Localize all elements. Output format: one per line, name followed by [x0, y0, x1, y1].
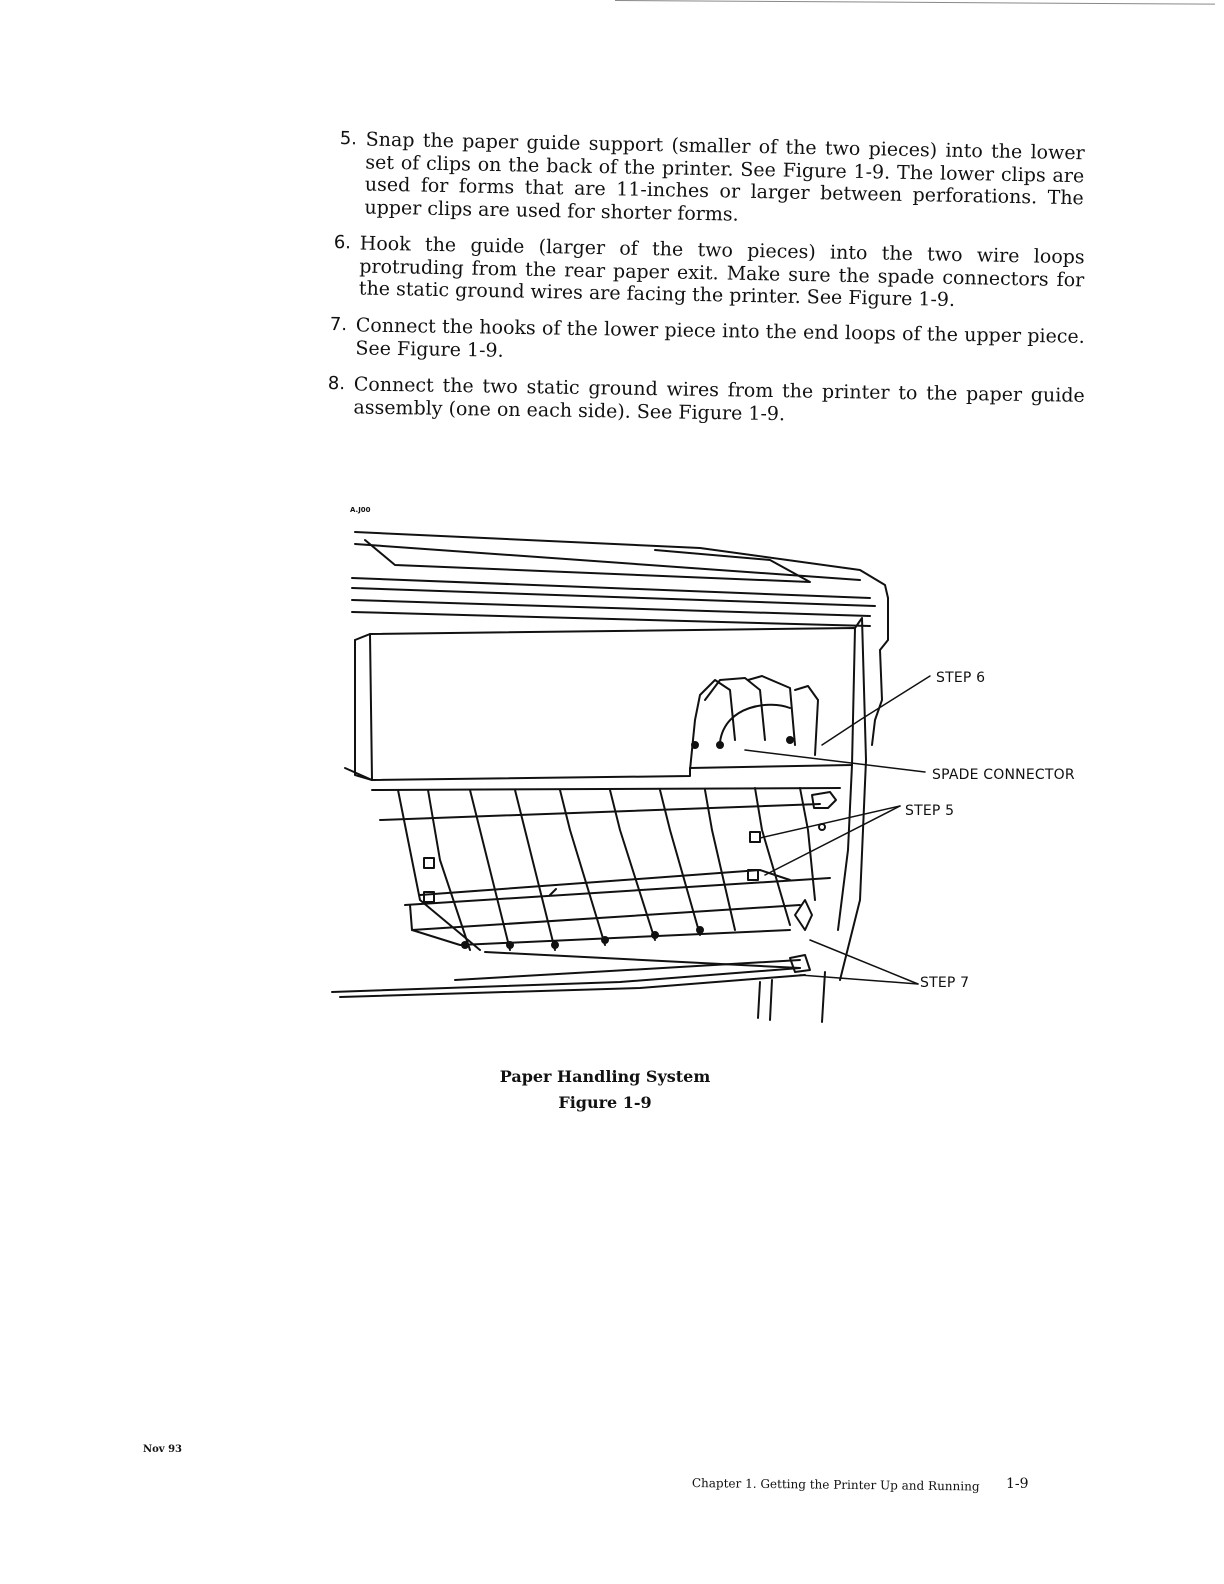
spade-connector — [812, 792, 836, 808]
callout-step-7: STEP 7 — [920, 975, 970, 991]
step5-leader-b — [765, 806, 900, 875]
step-5 — [338, 128, 1085, 232]
footer-chapter-title: Chapter 1. Getting the Printer Up and Running — [691, 1476, 980, 1494]
spade-leader — [745, 750, 925, 772]
step-number: 5. — [339, 128, 358, 150]
figure-id-label: A.J00 — [350, 506, 371, 514]
top-rule — [615, 0, 1215, 5]
footer-page-number: 1-9 — [1006, 1476, 1029, 1492]
footer-date: Nov 93 — [143, 1444, 183, 1455]
callout-step-5: STEP 5 — [905, 803, 955, 819]
step-7 — [329, 314, 1085, 371]
step-8 — [327, 373, 1085, 430]
step-number: 6. — [333, 232, 352, 254]
figure-caption — [475, 1064, 735, 1116]
step-text: Snap the paper guide support (smaller of the two pieces) into the lower set of clips on the back of the printer. See Figure 1-9. The lower clips are used for forms that are 11-inches or larger between perforations. The upper clips are used for shorter forms. — [364, 128, 1085, 226]
clip-right-upper — [750, 832, 760, 842]
paper-guide-rack — [372, 788, 840, 790]
step-text: Hook the guide (larger of the two pieces) into the two wire loops protruding from the rear paper exit. Make sure the spade connectors for the static ground wires are facing the printer. See Figure 1-9. — [358, 232, 1085, 311]
step-number: 7. — [329, 313, 348, 335]
caption-title: Paper Handling System — [499, 1067, 711, 1086]
step-number: 8. — [327, 372, 346, 394]
callout-step-6: STEP 6 — [936, 670, 986, 686]
rear-paper-exit-panel — [370, 628, 855, 780]
clip-left-upper — [424, 858, 434, 868]
wire-loops — [690, 680, 735, 770]
step5-leader-a — [760, 806, 900, 838]
instruction-steps — [327, 128, 1085, 432]
step-text: Connect the two static ground wires from the printer to the paper guide assembly (one on each side). See Figure 1-9. — [353, 372, 1085, 425]
step-6 — [333, 232, 1085, 314]
callout-spade-connector: SPADE CONNECTOR — [932, 767, 1075, 783]
caption-number: Figure 1-9 — [558, 1093, 652, 1112]
step6-leader — [822, 676, 930, 745]
step-text: Connect the hooks of the lower piece into the end loops of the upper piece. See Figure 1-9. — [355, 313, 1085, 361]
